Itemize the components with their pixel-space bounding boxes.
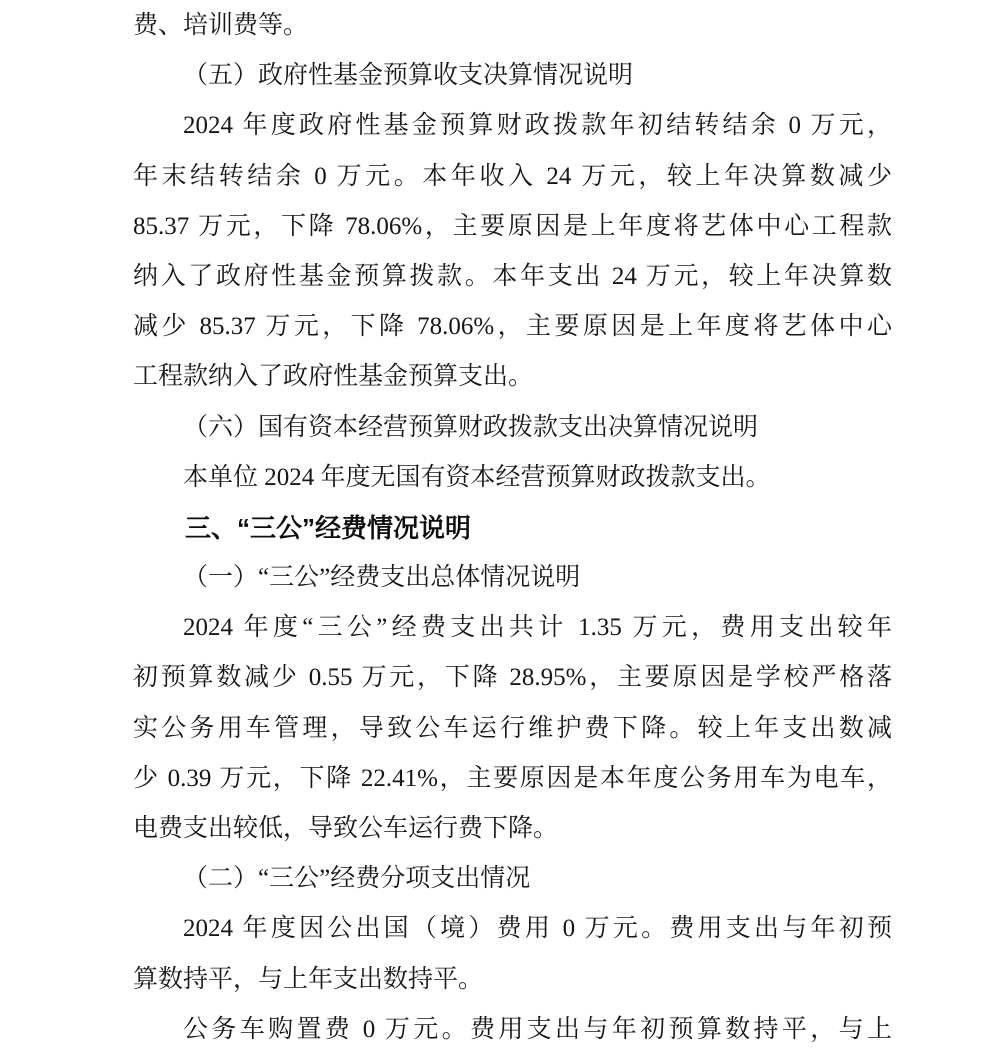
body-text-line: 初预算数减少 0.55 万元，下降 28.95%，主要原因是学校严格落 bbox=[133, 664, 892, 692]
body-text-line: 85.37 万元，下降 78.06%，主要原因是上年度将艺体中心工程款 bbox=[133, 212, 892, 240]
body-paragraph-end-line: 算数持平，与上年支出数持平。 bbox=[133, 965, 484, 993]
body-text-line: 本单位 2024 年度无国有资本经营预算财政拨款支出。 bbox=[183, 463, 771, 491]
body-paragraph-end-line: 费、培训费等。 bbox=[133, 12, 309, 39]
body-text-line: 实公务用车管理，导致公车运行维护费下降。较上年支出数减 bbox=[133, 714, 892, 742]
body-text-line: 公务车购置费 0 万元。费用支出与年初预算数持平，与上 bbox=[183, 1015, 892, 1043]
body-text-line: 2024 年度因公出国（境）费用 0 万元。费用支出与年初预 bbox=[183, 915, 892, 943]
body-paragraph-end-line: 工程款纳入了政府性基金预算支出。 bbox=[133, 363, 534, 391]
heading-section-6: （六）国有资本经营预算财政拨款支出决算情况说明 bbox=[183, 413, 759, 441]
heading-section-5: （五）政府性基金预算收支决算情况说明 bbox=[183, 62, 634, 90]
heading-subsection-2: （二）“三公”经费分项支出情况 bbox=[183, 865, 531, 893]
heading-chapter-3-three-public-funds: 三、“三公”经费情况说明 bbox=[185, 512, 472, 543]
body-text-line: 减少 85.37 万元，下降 78.06%，主要原因是上年度将艺体中心 bbox=[133, 313, 892, 341]
body-paragraph-end-line: 电费支出较低，导致公车运行费下降。 bbox=[133, 815, 559, 842]
body-text-line: 2024 年度“三公”经费支出共计 1.35 万元，费用支出较年 bbox=[183, 614, 892, 642]
heading-subsection-1: （一）“三公”经费支出总体情况说明 bbox=[183, 564, 581, 592]
body-text-line: 年末结转结余 0 万元。本年收入 24 万元，较上年决算数减少 bbox=[133, 162, 892, 190]
body-text-line: 纳入了政府性基金预算拨款。本年支出 24 万元，较上年决算数 bbox=[133, 262, 892, 290]
body-text-line: 2024 年度政府性基金预算财政拨款年初结转结余 0 万元， bbox=[183, 112, 892, 140]
body-text-line: 少 0.39 万元，下降 22.41%，主要原因是本年度公务用车为电车， bbox=[133, 764, 892, 792]
